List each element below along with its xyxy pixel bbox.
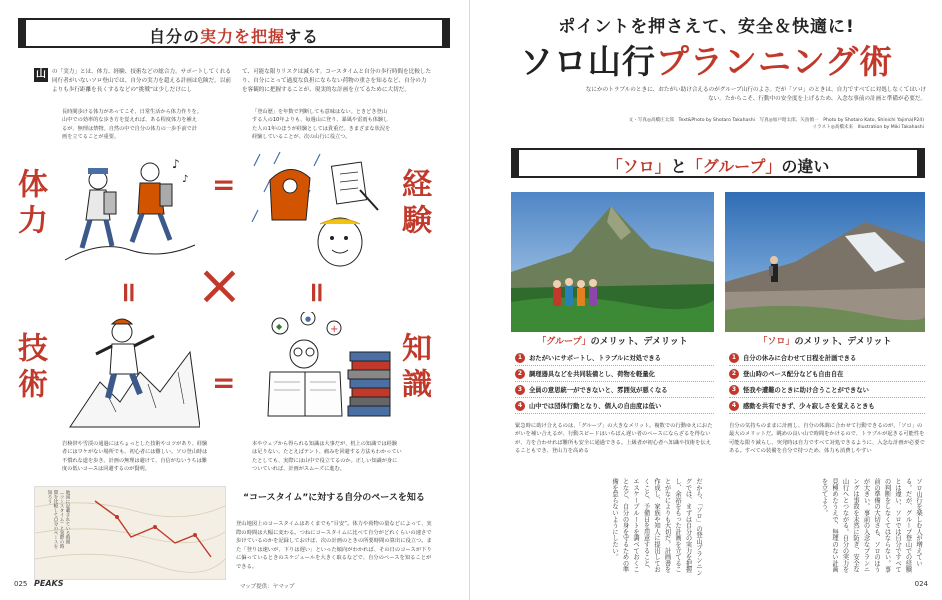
list-item <box>515 366 714 382</box>
article-title <box>471 36 942 83</box>
number-badge: 3 <box>729 385 739 395</box>
solo-photo <box>725 192 925 332</box>
cross-sign: × <box>196 253 243 318</box>
magazine-brand: PEAKS <box>34 579 64 588</box>
section-title-highlight: 実力を把握 <box>199 27 285 46</box>
map-credit: マップ提供：ヤマップ <box>240 584 295 590</box>
group-pros-cons-heading <box>511 334 714 347</box>
number-badge: 3 <box>515 385 525 395</box>
list-item-text: 調理器具などを共同装備とし、荷物を軽量化 <box>529 371 655 378</box>
solo-pros-cons-heading <box>725 334 925 347</box>
section-title-pre: 自分の <box>148 27 200 46</box>
section-title-group: 「グループ」 <box>686 157 782 176</box>
drop-cap: 山 <box>36 69 46 80</box>
list-item <box>729 398 925 414</box>
list-item <box>515 382 714 398</box>
article-credits: 文・写真◎高橋庄太郎 Text&Photo by Shotaro Takahashi 写真◎加戸昭太郎、矢島慎一 Photo by Shotaro Kato, Shinichi Yajima(P24) イラスト◎高橋未来 Illustration by Miki Takahashi <box>628 118 924 130</box>
body-column-2: だから、「ソロ」の登山プランニングでは、まずは自分の実力を把握し、余裕をもった計画を立てることがなによりも大切だ。計画書を作成し、家族や知人に提出しておくこと、予備日を用意すること、エスケープルートを調べておくことなど、自分の身を守るための準備を怠らないようにしたい。 <box>611 478 702 576</box>
list-item-text: 怪我や遭難のときに助け合うことができない <box>743 387 869 394</box>
article-lead: なにかのトラブルのときに、おたがい助け合えるのがグループ山行のよさ。だが「ソロ」のときは、自力ですべてに対処しなくてはいけない。たからこそ、行動中の安全度を上げるため、入念な事前の計画と準備が必要だ。 <box>585 87 926 102</box>
intro-column-1: の「実力」とは、体力、経験、技術などの総合力。サポートしてくれる同行者がいないソロ登山では、自分の実力を超える計画は危険だ。以前よりも歩行距離を長くするなどの“挑戦”は少しだけにし <box>52 69 232 93</box>
section-title-and: と <box>670 157 687 176</box>
group-pros-cons-list <box>515 350 714 414</box>
svg-text:●: ● <box>305 315 312 323</box>
intro-column-2: て、可能な限りリスクは減らす。コースタイムと自分の歩行時間を比較したり、自分にとって過度な負担にならない荷物の重さを知るなど、自分の力を客観的に把握することが、現実的な計画を立てるために大切だ。 <box>242 69 432 93</box>
section-header <box>18 18 450 48</box>
section-header <box>511 148 925 178</box>
article-title-red: プランニング術 <box>655 42 894 81</box>
solo-explanation: 自分の気持ちのままに計画し、自分の体調に合わせて行動できるのが、「ソロ」の最大のメリットだ。眺めの良い山で時間をかけるので、トラブルが起きる可能性を可能な限り減らし、突発時は自力ですべて対処できるように、入念な計画が必要である。すべての装備を自分で持つため、体力も消費しやすい <box>729 423 925 455</box>
page-number-right: 024 <box>914 580 928 588</box>
number-badge: 1 <box>729 353 739 363</box>
equals-sign-bottom: = <box>212 366 236 399</box>
section-title <box>18 24 450 47</box>
section-title <box>511 154 925 177</box>
list-item-text: 自分の休みに合わせて日程を計画できる <box>743 355 857 362</box>
list-item <box>729 366 925 382</box>
body-column-1: ソロ山行を楽しむ人が増えている。だが、グループ登山での経験とは違い、ソロでは自分ですべての判断をしなくてはならない。事前の準備の大切さも、ソロのほうが大きい。事前の入念なプランニングは事故を未然に防ぎ、安全な山行へとつながる。自分の実力を見極めたうえで、無理のない計画を立てよう。 <box>820 478 922 573</box>
solo-heading-rest: のメリット、デメリット <box>794 337 892 347</box>
map-note: 地図に記載されている時間（コースタイム）と実際の時間を比較して自分のペースを知ろう <box>47 490 70 549</box>
list-item <box>515 398 714 414</box>
list-item-text: 全員の意思統一ができないと、雰囲気が悪くなる <box>529 387 668 394</box>
list-item <box>729 382 925 398</box>
left-page <box>0 0 470 600</box>
note-skill: 岩稜帯や雪渓の通過にはちょっとした技術やコツがあり、経験者にはワケがない場所でも、初心者には難しい。ソロ登山時は不慣れな道を歩き、計画の無理は避けて、自信がないうちは難度の低いコースは回避するのが賢明。 <box>62 441 208 473</box>
course-text: 登山地図上のコースタイムはあくまでも“目安”。体力や荷物の量などによって、実際の時間は大幅に変わる。つねにコースタイムに比べて自分がどれくらいの速さで歩けているのかを記録しておけば、次の計画のときの所要時間の算出に役立つ。また「登りは速いが、下りは遅い」といった傾向がわかれば、その日のコースが下りに偏っているときのスケジュールを大きく取るなどで、自分のペースを知ることができる。 <box>236 521 432 570</box>
group-heading-rest: のメリット、デメリット <box>590 337 688 347</box>
word-experience: 経験 <box>396 168 431 240</box>
article-title-black: ソロ山行 <box>519 42 656 81</box>
equals-sign-right: = <box>301 280 335 305</box>
number-badge: 4 <box>729 401 739 411</box>
page-number-left: 025 <box>14 580 28 588</box>
list-item-text: 感動を共有できず、少々寂しさを覚えるときも <box>743 403 875 410</box>
list-item <box>729 350 925 366</box>
group-heading-red: 「グループ」 <box>537 337 591 347</box>
word-stamina: 体力 <box>12 168 47 240</box>
solo-heading-red: 「ソロ」 <box>758 337 795 347</box>
group-explanation: 緊急時に助け合えるのは、「グループ」の大きなメリット。複数での行動ゆえにおたがいを補い合えるが、行動スピードはいちばん遅い者のペースにならざるを得ないが、力を合わせれば難所も安全に通過できる。上級者が初心者へ知識や技術を伝えることもでき、登山力を高める <box>515 423 713 455</box>
note-experience: 「登山歴」を年数で判断しても意味はない。ときどき登山する人の10年よりも、毎週山に登り、暴風や雷雨も体験した人の1年のほうが経験としては貴重だ。きまざまな状況を経験していることが、次の山行に役立つ。 <box>252 109 391 141</box>
svg-text:♪: ♪ <box>172 157 180 171</box>
solo-pros-cons-list <box>729 350 925 414</box>
number-badge: 2 <box>729 369 739 379</box>
list-item-text: 登山時のペース配分なども自由自在 <box>743 371 844 378</box>
section-title-solo: 「ソロ」 <box>606 157 671 176</box>
climber-illustration <box>60 312 200 432</box>
equals-sign-top: = <box>212 168 236 201</box>
svg-text:◆: ◆ <box>276 322 283 331</box>
list-item <box>515 350 714 366</box>
section-title-post: する <box>285 27 320 46</box>
equals-sign-left: = <box>113 280 147 305</box>
course-heading: “コースタイム”に対する自分のペースを知る <box>243 493 425 503</box>
number-badge: 1 <box>515 353 525 363</box>
word-skill: 技術 <box>12 332 47 404</box>
storm-illustration <box>250 150 390 270</box>
list-item-text: おたがいにサポートし、トラブルに対処できる <box>529 355 661 362</box>
reader-illustration <box>250 312 400 432</box>
note-knowledge: 本やウェブから得られる知識は大事だが、机上の知識では経験は足りない。たとえばテント、痛みを回避する方法もわかっていたとしても、実際には山中で役立てるのか。正しい知識が身についていれば、計画がスムーズに進む。 <box>252 441 402 473</box>
hikers-illustration <box>60 150 200 270</box>
svg-text:+: + <box>330 324 339 335</box>
right-page <box>471 0 942 600</box>
number-badge: 2 <box>515 369 525 379</box>
word-knowledge: 知識 <box>396 332 431 404</box>
group-photo <box>511 192 714 332</box>
section-title-post: の違い <box>781 157 830 176</box>
svg-text:♪: ♪ <box>182 174 189 185</box>
note-stamina: 長時間歩ける体力があってこそ、日常生活から体力作りを。山中での効率的な歩き方を覚えれば、ある程度体力を補えるが、無理は禁物。自然の中で自分の体力の一歩手前で計画を立てることが重要。 <box>62 109 202 141</box>
number-badge: 4 <box>515 401 525 411</box>
article-subtitle: ポイントを押さえて、安全＆快適に! <box>558 17 855 37</box>
list-item-text: 山中では団体行動となり、個人の自由度は低い <box>529 403 662 410</box>
